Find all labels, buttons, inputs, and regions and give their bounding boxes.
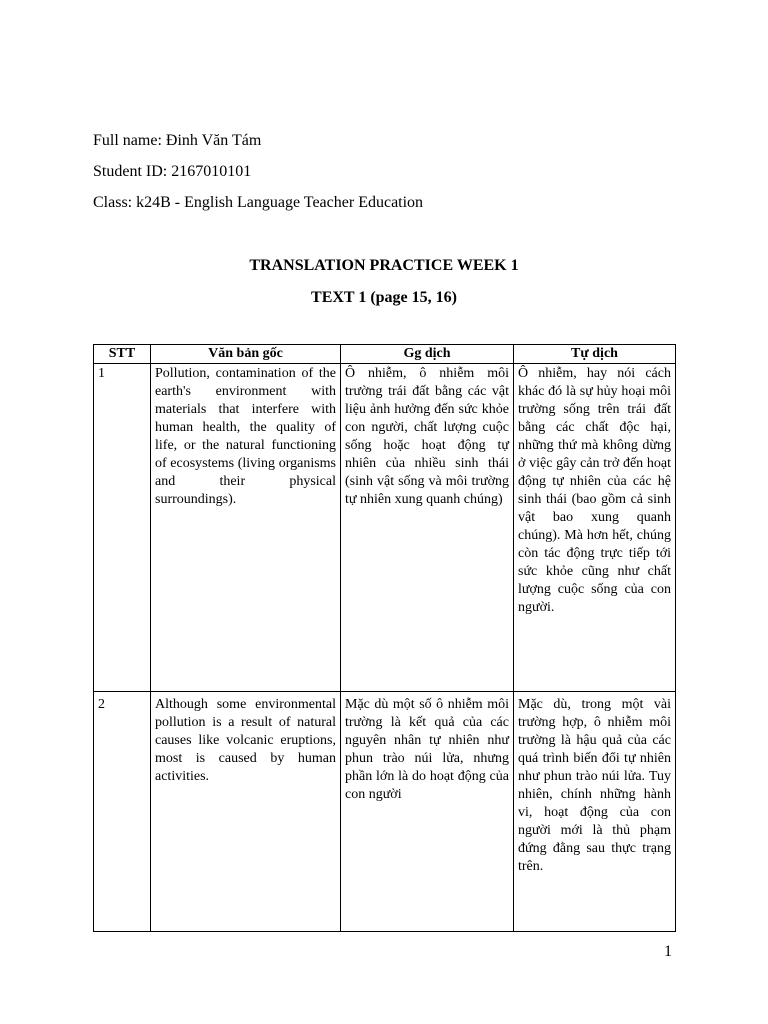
- original-text: Although some environmental pollution is a result of natural causes like volcanic eruptions, most is caused by human activities.: [151, 692, 341, 932]
- class-info: Class: k24B - English Language Teacher Education: [93, 194, 424, 211]
- original-text: Pollution, contamination of the earth's environment with materials that interfere with human health, the quality of life, or the natural functioning of ecosystems (living organisms and their physical surroundings).: [151, 364, 341, 692]
- document-title: TRANSLATION PRACTICE WEEK 1: [249, 257, 519, 274]
- table-row: [94, 692, 676, 932]
- page-number: 1: [664, 943, 672, 960]
- google-translation: Ô nhiễm, ô nhiễm môi trường trái đất bằng các vật liệu ảnh hưởng đến sức khỏe con người, chất lượng cuộc sống hoặc hoạt động tự nhiên của nhiều sinh thái (sinh vật sống và môi trường tự nhiên xung quanh chúng): [341, 364, 514, 692]
- table-row: [94, 364, 676, 692]
- self-translation: Ô nhiễm, hay nói cách khác đó là sự hủy hoại môi trường sống trên trái đất bằng các chất độc hại, những thứ mà không dừng ở việc gây cản trở đến hoạt động tự nhiên của các hệ sinh thái (bao gồm cả sinh vật bao xung quanh chúng). Mà hơn hết, chúng còn tác động trực tiếp tới sức khỏe cũng như chất lượng cuộc sống của con người.: [514, 364, 676, 692]
- self-translation: Mặc dù, trong một vài trường hợp, ô nhiễm môi trường là hậu quả của các quá trình biến đổi tự nhiên như phun trào núi lửa. Tuy nhiên, chính những hành vi, hoạt động của con người mới là thủ phạm đứng đằng sau thực trạng trên.: [514, 692, 676, 932]
- header-google-translation: Gg dịch: [341, 345, 514, 364]
- row-number: 1: [94, 364, 151, 692]
- document-subtitle: TEXT 1 (page 15, 16): [311, 289, 457, 306]
- header-self-translation: Tự dịch: [514, 345, 676, 364]
- full-name: Full name: Đinh Văn Tám: [93, 132, 262, 149]
- google-translation: Mặc dù một số ô nhiễm môi trường là kết quả của các nguyên nhân tự nhiên như phun trào núi lửa, nhưng phần lớn là do hoạt động của con người: [341, 692, 514, 932]
- row-number: 2: [94, 692, 151, 932]
- header-original: Văn bản gốc: [151, 345, 341, 364]
- student-id: Student ID: 2167010101: [93, 163, 252, 180]
- translation-table: [93, 344, 676, 932]
- header-stt: STT: [94, 345, 151, 364]
- table-header-row: [94, 345, 676, 364]
